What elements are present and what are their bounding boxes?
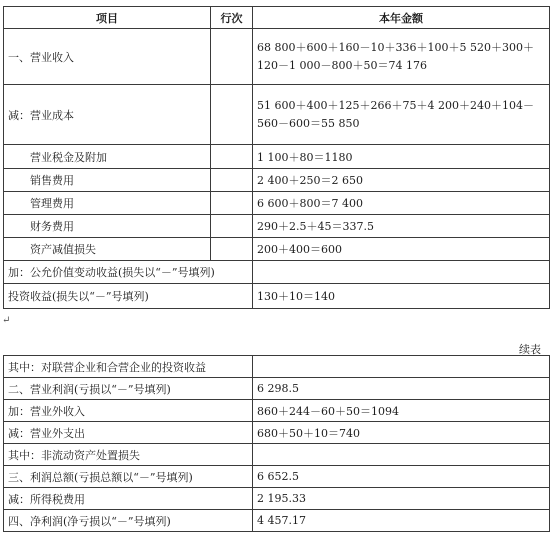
row-amount: 200＋400＝600 bbox=[253, 238, 550, 261]
table-row bbox=[4, 238, 550, 261]
table-row bbox=[4, 169, 550, 192]
table-row bbox=[4, 192, 550, 215]
header-amount: 本年金额 bbox=[253, 7, 550, 29]
row-label: 四、净利润(净亏损以“－”号填列) bbox=[4, 510, 253, 532]
table-row bbox=[4, 444, 550, 466]
row-label: 二、营业利润(亏损以“－”号填列) bbox=[4, 378, 253, 400]
row-label: 资产减值损失 bbox=[4, 238, 211, 261]
table-row bbox=[4, 85, 550, 145]
header-item: 项目 bbox=[4, 7, 211, 29]
table-row bbox=[4, 488, 550, 510]
table-row bbox=[4, 356, 550, 378]
row-label: 销售费用 bbox=[4, 169, 211, 192]
row-label: 减：营业外支出 bbox=[4, 422, 253, 444]
row-amount: 68 800＋600＋160－10＋336＋100＋5 520＋300＋120－1 000－800＋50＝74 176 bbox=[253, 29, 550, 85]
row-label: 财务费用 bbox=[4, 215, 211, 238]
table-header-row bbox=[4, 7, 550, 29]
row-number bbox=[211, 192, 253, 215]
row-number bbox=[211, 29, 253, 85]
paragraph-mark: ↵ bbox=[2, 315, 11, 326]
table-row bbox=[4, 400, 550, 422]
row-amount: 6 298.5 bbox=[253, 378, 550, 400]
row-label: 管理费用 bbox=[4, 192, 211, 215]
row-amount: 290＋2.5＋45＝337.5 bbox=[253, 215, 550, 238]
table-row bbox=[4, 215, 550, 238]
row-label: 投资收益(损失以“－”号填列) bbox=[4, 284, 253, 309]
table-row bbox=[4, 145, 550, 169]
row-amount: 1 100＋80＝1180 bbox=[253, 145, 550, 169]
row-label: 减：营业成本 bbox=[4, 85, 211, 145]
table-row bbox=[4, 261, 550, 284]
row-amount bbox=[253, 356, 550, 378]
table-row bbox=[4, 510, 550, 532]
row-label: 减：所得税费用 bbox=[4, 488, 253, 510]
row-label: 加：营业外收入 bbox=[4, 400, 253, 422]
row-amount: 2 195.33 bbox=[253, 488, 550, 510]
row-amount: 2 400＋250＝2 650 bbox=[253, 169, 550, 192]
row-amount: 6 600＋800＝7 400 bbox=[253, 192, 550, 215]
header-row-no: 行次 bbox=[211, 7, 253, 29]
table-row bbox=[4, 284, 550, 309]
row-amount: 51 600＋400＋125＋266＋75＋4 200＋240＋104－560－600＝55 850 bbox=[253, 85, 550, 145]
row-label: 其中：对联营企业和合营企业的投资收益 bbox=[4, 356, 253, 378]
row-label: 其中：非流动资产处置损失 bbox=[4, 444, 253, 466]
row-number bbox=[211, 169, 253, 192]
income-statement-table-continued bbox=[3, 355, 550, 532]
row-amount bbox=[253, 444, 550, 466]
row-amount: 860＋244－60＋50＝1094 bbox=[253, 400, 550, 422]
row-label: 加：公允价值变动收益(损失以“－”号填列) bbox=[4, 261, 253, 284]
row-label: 三、利润总额(亏损总额以“－”号填列) bbox=[4, 466, 253, 488]
row-label: 营业税金及附加 bbox=[4, 145, 211, 169]
row-amount bbox=[253, 261, 550, 284]
row-number bbox=[211, 85, 253, 145]
row-amount: 4 457.17 bbox=[253, 510, 550, 532]
row-number bbox=[211, 145, 253, 169]
row-number bbox=[211, 238, 253, 261]
table-row bbox=[4, 378, 550, 400]
row-amount: 680＋50＋10＝740 bbox=[253, 422, 550, 444]
table-row bbox=[4, 29, 550, 85]
row-amount: 130＋10＝140 bbox=[253, 284, 550, 309]
income-statement-table bbox=[3, 6, 550, 309]
table-row bbox=[4, 422, 550, 444]
row-label: 一、营业收入 bbox=[4, 29, 211, 85]
row-number bbox=[211, 215, 253, 238]
row-amount: 6 652.5 bbox=[253, 466, 550, 488]
table-row bbox=[4, 466, 550, 488]
continued-label: 续表 bbox=[519, 343, 541, 356]
